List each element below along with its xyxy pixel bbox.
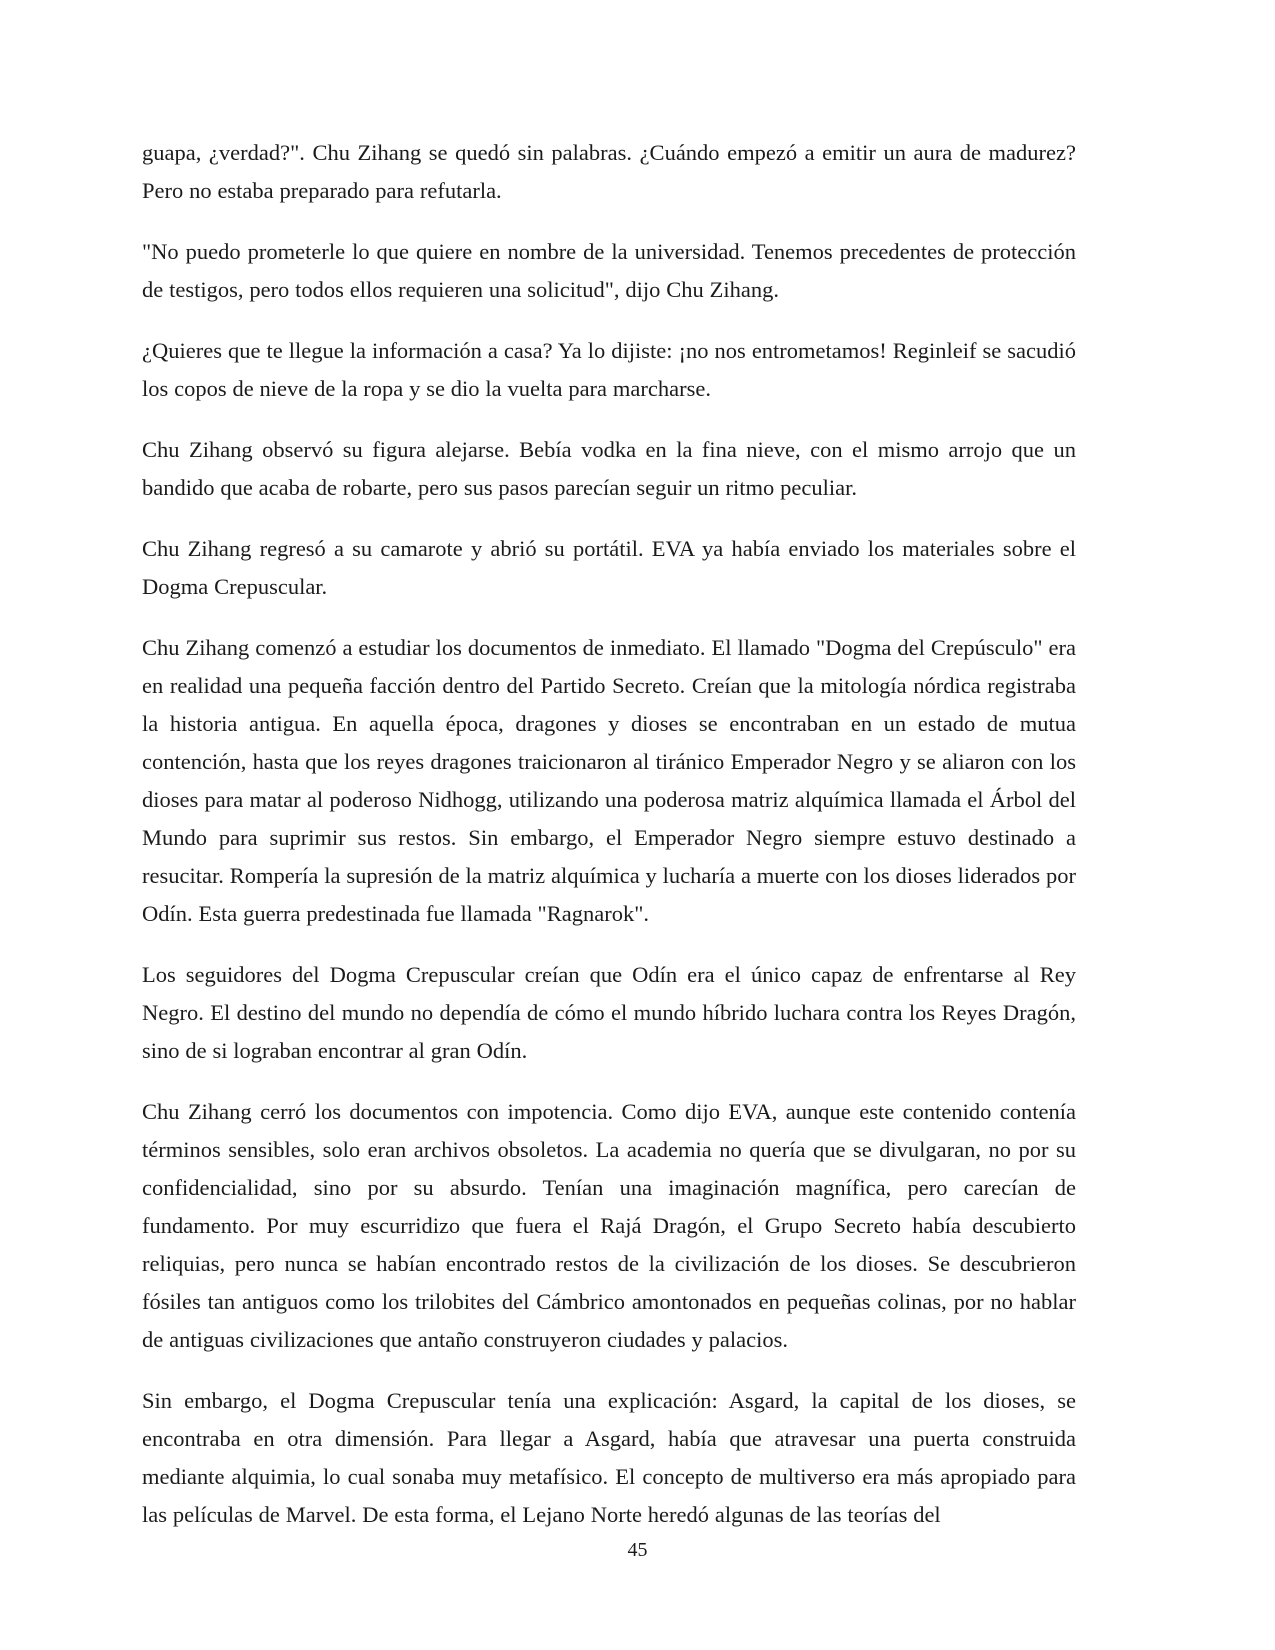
paragraph: Chu Zihang comenzó a estudiar los documentos de inmediato. El llamado "Dogma del Crepúsculo" era en realidad una pequeña facción dentro del Partido Secreto. Creían que la mitología nórdica registraba la historia antigua. En aquella época, dragones y dioses se encontraban en un estado de mutua contención, hasta que los reyes dragones traicionaron al tiránico Emperador Negro y se aliaron con los dioses para matar al poderoso Nidhogg, utilizando una poderosa matriz alquímica llamada el Árbol del Mundo para suprimir sus restos. Sin embargo, el Emperador Negro siempre estuvo destinado a resucitar. Rompería la supresión de la matriz alquímica y lucharía a muerte con los dioses liderados por Odín. Esta guerra predestinada fue llamada "Ragnarok".: [142, 635, 1076, 926]
paragraph: Sin embargo, el Dogma Crepuscular tenía una explicación: Asgard, la capital de los dioses, se encontraba en otra dimensión. Para llegar a Asgard, había que atravesar una puerta construida mediante alquimia, lo cual sonaba muy metafísico. El concepto de multiverso era más apropiado para las películas de Marvel. De esta forma, el Lejano Norte heredó algunas de las teorías del: [142, 1388, 1076, 1527]
paragraph: Chu Zihang observó su figura alejarse. Bebía vodka en la fina nieve, con el mismo arrojo que un bandido que acaba de robarte, pero sus pasos parecían seguir un ritmo peculiar.: [142, 437, 1076, 500]
page-body-text: [142, 134, 1076, 1534]
paragraph: Los seguidores del Dogma Crepuscular creían que Odín era el único capaz de enfrentarse al Rey Negro. El destino del mundo no dependía de cómo el mundo híbrido luchara contra los Reyes Dragón, sino de si lograban encontrar al gran Odín.: [142, 962, 1076, 1063]
paragraph: "No puedo prometerle lo que quiere en nombre de la universidad. Tenemos precedentes de protección de testigos, pero todos ellos requieren una solicitud", dijo Chu Zihang.: [142, 239, 1076, 302]
paragraph: guapa, ¿verdad?". Chu Zihang se quedó sin palabras. ¿Cuándo empezó a emitir un aura de madurez? Pero no estaba preparado para refutarla.: [142, 140, 1076, 203]
paragraph: ¿Quieres que te llegue la información a casa? Ya lo dijiste: ¡no nos entrometamos! Reginleif se sacudió los copos de nieve de la ropa y se dio la vuelta para marcharse.: [142, 338, 1076, 401]
paragraph: Chu Zihang cerró los documentos con impotencia. Como dijo EVA, aunque este contenido contenía términos sensibles, solo eran archivos obsoletos. La academia no quería que se divulgaran, no por su confidencialidad, sino por su absurdo. Tenían una imaginación magnífica, pero carecían de fundamento. Por muy escurridizo que fuera el Rajá Dragón, el Grupo Secreto había descubierto reliquias, pero nunca se habían encontrado restos de la civilización de los dioses. Se descubrieron fósiles tan antiguos como los trilobites del Cámbrico amontonados en pequeñas colinas, por no hablar de antiguas civilizaciones que antaño construyeron ciudades y palacios.: [142, 1099, 1076, 1352]
paragraph: Chu Zihang regresó a su camarote y abrió su portátil. EVA ya había enviado los materiales sobre el Dogma Crepuscular.: [142, 536, 1076, 599]
page-number: 45: [627, 1539, 648, 1561]
